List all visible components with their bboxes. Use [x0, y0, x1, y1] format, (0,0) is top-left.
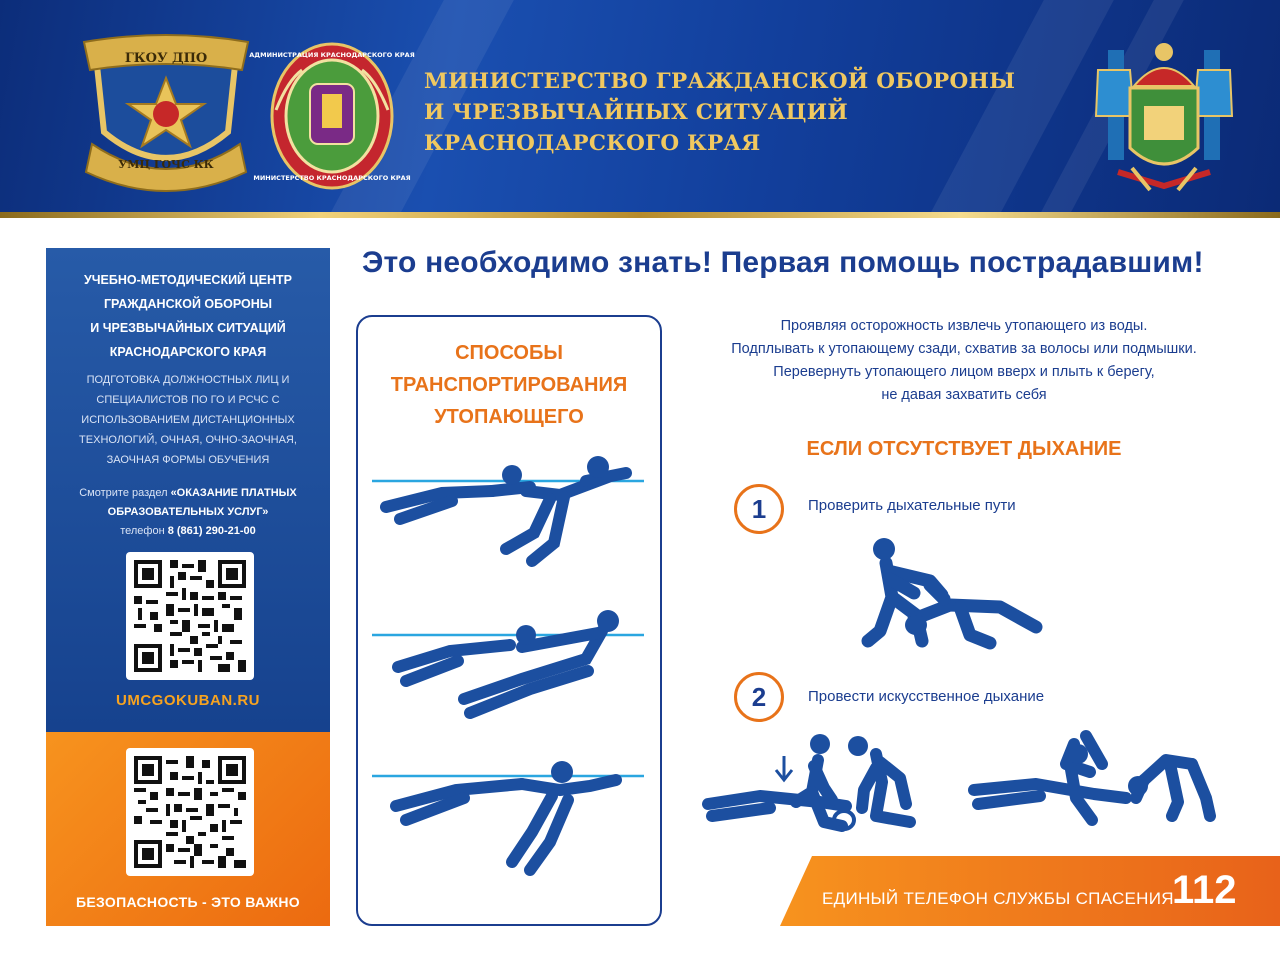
training-center-title — [46, 268, 330, 364]
title-line: И ЧРЕЗВЫЧАЙНЫХ СИТУАЦИЙ — [90, 321, 286, 335]
description-line: ЗАОЧНАЯ ФОРМЫ ОБУЧЕНИЯ — [106, 454, 270, 466]
description-line: ПОДГОТОВКА ДОЛЖНОСТНЫХ ЛИЦ И — [86, 374, 290, 386]
description-line: СПЕЦИАЛИСТОВ ПО ГО И РСЧС С — [96, 394, 280, 406]
first-aid-figure-icon — [850, 535, 1046, 655]
krasnodar-coat-of-arms-icon — [1094, 30, 1234, 200]
phone-number: 8 (861) 290-21-00 — [167, 525, 256, 537]
step-number: 1 — [734, 484, 784, 534]
phone-prefix: телефон — [120, 525, 165, 537]
qr-code-safety — [134, 756, 246, 868]
step-text: Проверить дыхательные пути — [808, 497, 1016, 514]
swimmer-rescue-icon — [372, 609, 652, 721]
swimmer-rescue-icon — [372, 457, 652, 569]
description-line: ТЕХНОЛОГИЙ, ОЧНАЯ, ОЧНО-ЗАОЧНАЯ, — [79, 434, 297, 446]
first-aid-figure-icon — [966, 720, 1218, 830]
shield-emblem-icon — [78, 34, 254, 190]
ministry-line: И ЧРЕЗВЫЧАЙНЫХ СИТУАЦИЙ — [424, 100, 848, 125]
emergency-label: ЕДИНЫЙ ТЕЛЕФОН СЛУЖБЫ СПАСЕНИЯ — [822, 889, 1174, 908]
logo-mid-top-text: АДМИНИСТРАЦИЯ КРАСНОДАРСКОГО КРАЯ — [249, 51, 415, 59]
qr-code-website — [134, 560, 246, 672]
ministry-name — [424, 66, 1015, 159]
ministry-emblem-icon — [249, 40, 415, 192]
instruction-line: Подплывать к утопающему сзади, схватив за волосы или подмышки. — [731, 341, 1197, 357]
title-line: ГРАЖДАНСКОЙ ОБОРОНЫ — [103, 297, 273, 311]
step-number: 2 — [734, 672, 784, 722]
rescue-instructions — [676, 315, 1252, 407]
step-text: Провести искусственное дыхание — [808, 688, 1045, 705]
ministry-line: КРАСНОДАРСКОГО КРАЯ — [424, 131, 761, 156]
logo-left-bottom-text: УМЦ ГОЧС КК — [118, 158, 214, 171]
title-line: КРАСНОДАРСКОГО КРАЯ — [109, 345, 267, 359]
qr-code-icon[interactable] — [126, 552, 254, 680]
see-section-name: ОБРАЗОВАТЕЛЬНЫХ УСЛУГ» — [107, 506, 269, 518]
description-line: ИСПОЛЬЗОВАНИЕМ ДИСТАНЦИОННЫХ — [81, 414, 295, 426]
qr-code-icon[interactable] — [126, 748, 254, 876]
transport-methods-box — [356, 315, 662, 926]
training-description — [46, 370, 330, 470]
see-section-note — [46, 484, 330, 541]
emergency-banner — [780, 856, 1280, 926]
see-section-name: «ОКАЗАНИЕ ПЛАТНЫХ — [170, 487, 297, 499]
no-breathing-heading: ЕСЛИ ОТСУТСТВУЕТ ДЫХАНИЕ — [806, 438, 1122, 460]
page-title: Это необходимо знать! Первая помощь пострадавшим! — [362, 246, 1204, 279]
title-line: УТОПАЮЩЕГО — [434, 406, 584, 428]
website-link[interactable]: UMCGOKUBAN.RU — [116, 692, 260, 709]
title-line: СПОСОБЫ — [455, 342, 563, 364]
instruction-line: Перевернуть утопающего лицом вверх и плыть к берегу, — [773, 364, 1155, 380]
header-banner — [0, 0, 1280, 218]
title-line: ТРАНСПОРТИРОВАНИЯ — [390, 374, 628, 396]
header-gold-line — [0, 212, 1280, 218]
swimmer-rescue-icon — [372, 762, 652, 874]
training-center-panel — [46, 248, 330, 926]
instruction-line: Проявляя осторожность извлечь утопающего из воды. — [780, 318, 1148, 334]
logo-left-top-text: ГКОУ ДПО — [124, 51, 208, 66]
safety-slogan: БЕЗОПАСНОСТЬ - ЭТО ВАЖНО — [76, 894, 300, 910]
logo-mid-bottom-text: МИНИСТЕРСТВО КРАСНОДАРСКОГО КРАЯ — [253, 174, 411, 182]
instruction-line: не давая захватить себя — [881, 387, 1047, 403]
transport-methods-title — [358, 337, 660, 433]
emergency-number[interactable]: 112 — [1172, 868, 1237, 912]
ministry-line: МИНИСТЕРСТВО ГРАЖДАНСКОЙ ОБОРОНЫ — [424, 69, 1016, 94]
see-prefix: Смотрите раздел — [79, 487, 168, 499]
title-line: УЧЕБНО-МЕТОДИЧЕСКИЙ ЦЕНТР — [83, 273, 292, 287]
first-aid-figure-icon — [700, 726, 940, 834]
